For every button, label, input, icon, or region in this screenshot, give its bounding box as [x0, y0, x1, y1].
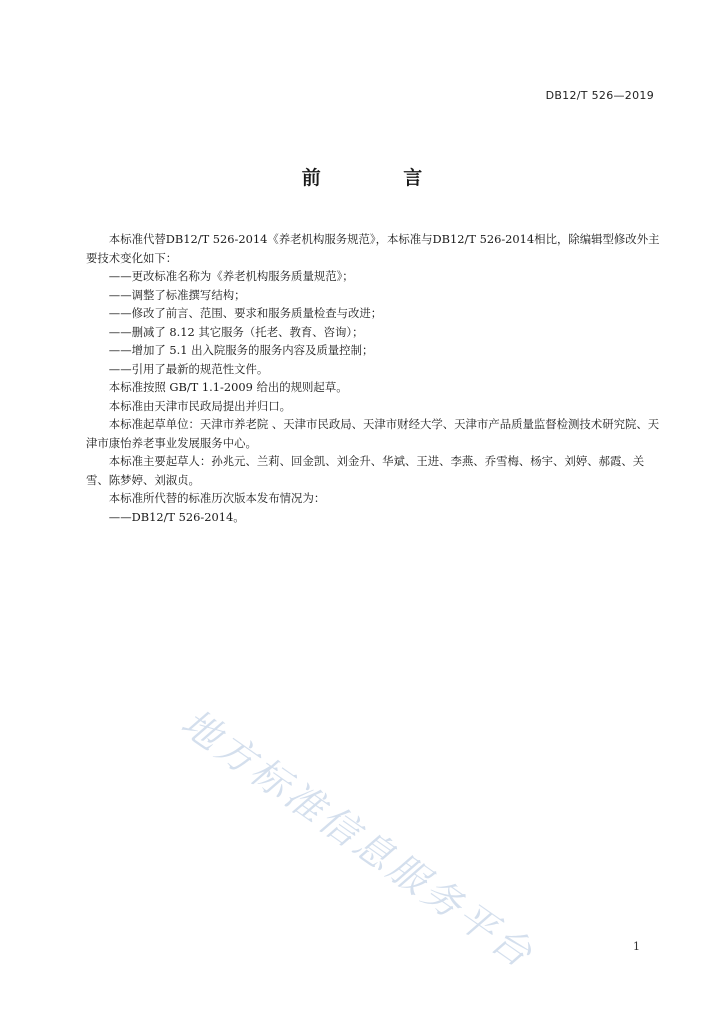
page-number: 1 — [633, 940, 640, 953]
history-item: ——DB12/T 526-2014。 — [108, 509, 245, 524]
foreword-body — [86, 230, 660, 526]
change-item: ——引用了最新的规范性文件。 — [108, 361, 269, 376]
change-item: ——删减了 8.12 其它服务（托老、教育、咨询）； — [108, 324, 364, 339]
paragraph-drafting-units: 本标准起草单位：天津市养老院 、天津市民政局、天津市财经大学、天津市产品质量监督检测技术研究院、天津市康怡养老事业发展服务中心。 — [86, 417, 660, 450]
paragraph-history: 本标准所代替的标准历次版本发布情况为： — [108, 491, 326, 505]
change-item: ——更改标准名称为《养老机构服务质量规范》； — [108, 269, 354, 283]
paragraph-replacement: 本标准代替DB12/T 526-2014《养老机构服务规范》，本标准与DB12/T 526-2014相比，除编辑型修改外主要技术变化如下： — [86, 232, 660, 265]
paragraph-proposer: 本标准由天津市民政局提出并归口。 — [108, 398, 292, 413]
change-item: ——增加了 5.1 出入院服务的服务内容及质量控制； — [108, 343, 374, 357]
watermark: 地方标准信息服务平台 — [173, 700, 543, 978]
paragraph-drafters: 本标准主要起草人：孙兆元、兰莉、回金凯、刘金升、华斌、王进、李燕、乔雪梅、杨宇、刘婷、郝霞、关雪、陈梦婷、刘淑贞。 — [86, 454, 645, 487]
paragraph-drafting-rules: 本标准按照 GB/T 1.1-2009 给出的规则起草。 — [108, 380, 348, 394]
change-item: ——调整了标准撰写结构； — [108, 287, 246, 302]
page-title: 前 言 — [301, 167, 461, 189]
document-code: DB12/T 526—2019 — [545, 89, 654, 102]
change-item: ——修改了前言、范围、要求和服务质量检查与改进； — [108, 306, 383, 320]
